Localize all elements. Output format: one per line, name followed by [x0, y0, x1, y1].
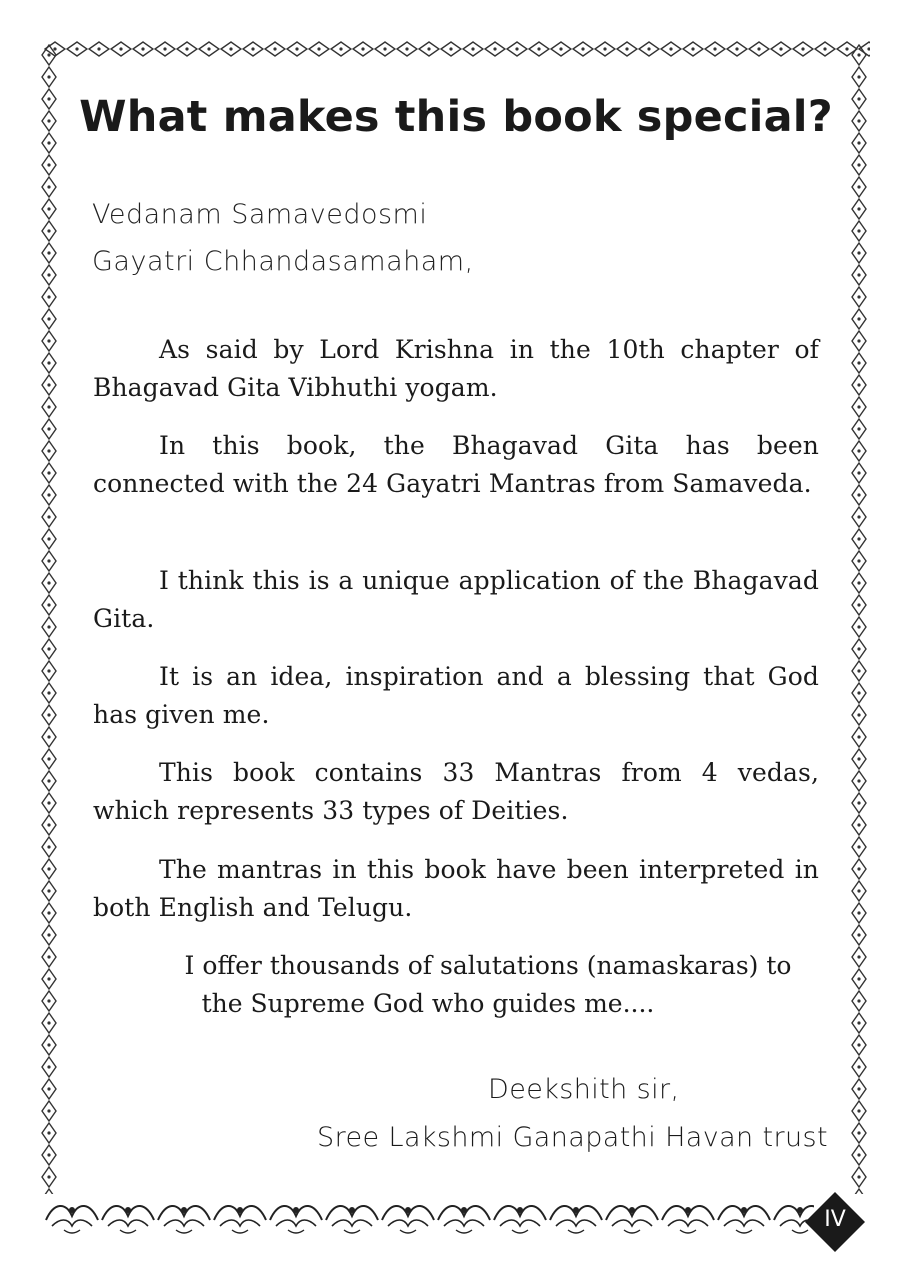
- paragraph-5: This book contains 33 Mantras from 4 vedas, which represents 33 types of Deities.: [93, 758, 819, 825]
- verse-line-2: Gayatri Chhandasamaham,: [92, 246, 474, 277]
- paragraph-4: It is an idea, inspiration and a blessing that God has given me.: [93, 662, 819, 729]
- paragraph-2: In this book, the Bhagavad Gita has been connected with the 24 Gayatri Mantras from Samaveda.: [93, 431, 819, 498]
- signature-organization: Sree Lakshmi Ganapathi Havan trust: [317, 1122, 828, 1153]
- closing-salutation: [93, 947, 883, 1023]
- paragraph-1: As said by Lord Krishna in the 10th chapter of Bhagavad Gita Vibhuthi yogam.: [93, 335, 819, 402]
- decorative-border-left: [40, 44, 58, 1194]
- signature-name: Deekshith sir,: [488, 1074, 680, 1105]
- decorative-border-top: [44, 40, 870, 58]
- decorative-border-bottom: [44, 1196, 814, 1236]
- paragraph-3: I think this is a unique application of the Bhagavad Gita.: [93, 566, 819, 633]
- verse-line-1: Vedanam Samavedosmi: [92, 199, 428, 230]
- closing-line-2: the Supreme God who guides me....: [201, 989, 655, 1018]
- paragraph-6: The mantras in this book have been interpreted in both English and Telugu.: [93, 855, 819, 922]
- page-title: What makes this book special?: [79, 92, 833, 142]
- page-number: IV: [824, 1207, 846, 1232]
- closing-line-1: I offer thousands of salutations (namaskaras) to: [184, 951, 792, 980]
